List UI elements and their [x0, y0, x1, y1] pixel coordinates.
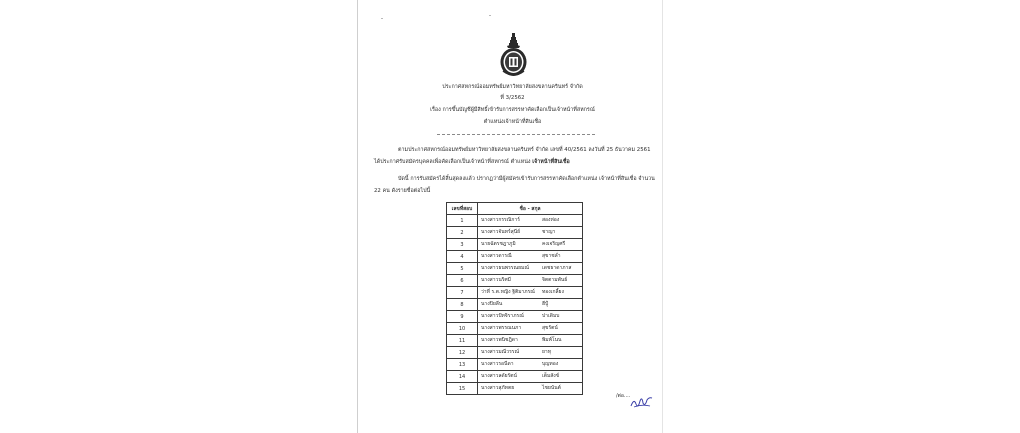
exam-number-cell: 2 — [447, 227, 478, 239]
table-row — [447, 215, 583, 227]
full-name-cell — [478, 383, 583, 395]
candidate-surname: บุญทอง — [542, 361, 559, 367]
table-header-row — [447, 203, 583, 215]
full-name-cell — [478, 335, 583, 347]
candidate-name: นางสาวดารณี — [481, 253, 512, 259]
table-row — [447, 299, 583, 311]
candidate-surname: เต็มสังข์ — [542, 373, 560, 379]
exam-number-cell: 13 — [447, 359, 478, 371]
table-row — [447, 323, 583, 335]
announcement-subject: เรื่อง การขึ้นบัญชีผู้มีสิทธิ์เข้ารับการสรรหาคัดเลือกเป็นเจ้าหน้าที่สหกรณ์ — [430, 107, 595, 113]
announcement-position: ตำแหน่งเจ้าหน้าที่สินเชื่อ — [483, 119, 542, 125]
full-name-cell — [478, 299, 583, 311]
table-row — [447, 335, 583, 347]
table-row — [447, 263, 583, 275]
signature — [630, 394, 654, 410]
paragraph1-line1: ตามประกาศสหกรณ์ออมทรัพย์มหาวิทยาลัยสงขลานครินทร์ จำกัด เลขที่ 40/2561 ลงวันที่ 25 ธันวาคม 2561 — [398, 147, 651, 153]
candidate-surname: ชาญา — [542, 229, 556, 235]
full-name-cell — [478, 311, 583, 323]
candidate-name: ว่าที่ ร.ต.หญิง ฐิติมาภรณ์ — [481, 289, 535, 295]
candidate-surname: ไชยนันต์ — [542, 385, 561, 391]
full-name-cell — [478, 239, 583, 251]
candidate-name: นายฉัตรชฎาภูมิ — [481, 241, 516, 247]
continued-marker: /ต่อ.... — [616, 393, 631, 399]
candidate-name: นางสาวพนิชฎิดา — [481, 337, 518, 343]
table-row — [447, 227, 583, 239]
scan-speck — [381, 18, 383, 19]
table-row — [447, 347, 583, 359]
full-name-cell — [478, 371, 583, 383]
candidate-name: นางสาวรอนีดา — [481, 361, 514, 367]
table-row — [447, 251, 583, 263]
candidate-name: นางสาวสุภัทตย — [481, 385, 515, 391]
candidate-surname: ทองเกลี้ยง — [542, 289, 564, 295]
divider — [437, 134, 595, 135]
exam-number-cell: 11 — [447, 335, 478, 347]
candidate-surname: ฮีปู้ — [542, 301, 549, 307]
exam-number-cell: 8 — [447, 299, 478, 311]
table-row — [447, 371, 583, 383]
exam-number-cell: 14 — [447, 371, 478, 383]
candidate-surname: พิมพ์โนน — [542, 337, 562, 343]
exam-number-cell: 5 — [447, 263, 478, 275]
exam-number-cell: 15 — [447, 383, 478, 395]
header-full-name: ชื่อ - สกุล — [478, 203, 583, 215]
paragraph2-line2: 22 คน ดังรายชื่อต่อไปนี้ — [374, 188, 431, 194]
table-row — [447, 359, 583, 371]
table-row — [447, 311, 583, 323]
full-name-cell — [478, 287, 583, 299]
candidate-name: นางสาวลดัยรัตน์ — [481, 373, 517, 379]
candidate-name: นางสาวปัทจิราภรณ์ — [481, 313, 524, 319]
candidate-table — [446, 202, 583, 395]
candidate-surname: คงเจริญศรี — [542, 241, 566, 247]
full-name-cell — [478, 275, 583, 287]
exam-number-cell: 6 — [447, 275, 478, 287]
exam-number-cell: 9 — [447, 311, 478, 323]
exam-number-cell: 1 — [447, 215, 478, 227]
full-name-cell — [478, 215, 583, 227]
table-row — [447, 383, 583, 395]
candidate-surname: จิตตามพันธ์ — [542, 277, 568, 283]
candidate-name: นางสาวนริศมี — [481, 277, 511, 283]
candidate-name: นางสาวกรรณิการ์ — [481, 217, 520, 223]
candidate-surname: ปาเดิมบ — [542, 313, 560, 319]
candidate-name: นางสาวมณีวรรณ์ — [481, 349, 520, 355]
full-name-cell — [478, 227, 583, 239]
candidate-name: นางปิยลีน — [481, 301, 503, 307]
full-name-cell — [478, 263, 583, 275]
exam-number-cell: 10 — [447, 323, 478, 335]
announcement-title: ประกาศสหกรณ์ออมทรัพย์มหาวิทยาลัยสงขลานครินทร์ จำกัด — [442, 84, 583, 90]
table-row — [447, 275, 583, 287]
exam-number-cell: 7 — [447, 287, 478, 299]
paragraph1-position-bold: เจ้าหน้าที่สินเชื่อ — [532, 159, 570, 165]
announcement-number: ที่ 3/2562 — [500, 95, 525, 101]
exam-number-cell: 4 — [447, 251, 478, 263]
full-name-cell — [478, 323, 583, 335]
candidate-name: นางสาวจันทร์สุนีย์ — [481, 229, 521, 235]
candidate-surname: สองห่อง — [542, 217, 560, 223]
scan-speck — [489, 15, 491, 16]
candidate-surname: สุขาชล่ำ — [542, 253, 561, 259]
candidate-surname: เดชธาดาภาส — [542, 265, 572, 271]
candidate-surname: สุขรัตน์ — [542, 325, 558, 331]
full-name-cell — [478, 347, 583, 359]
exam-number-cell: 3 — [447, 239, 478, 251]
university-emblem-logo — [499, 33, 528, 77]
table-row — [447, 287, 583, 299]
paragraph1-line2-text: ได้ประกาศรับสมัครบุคคลเพื่อคัดเลือกเป็นเจ้าหน้าที่สหกรณ์ ตำแหน่ง — [374, 159, 533, 165]
exam-number-cell: 12 — [447, 347, 478, 359]
header-exam-number: เลขที่สอบ — [447, 203, 478, 215]
paragraph1-line2 — [374, 159, 570, 166]
full-name-cell — [478, 251, 583, 263]
full-name-cell — [478, 359, 583, 371]
paragraph2-line1: บัดนี้ การรับสมัครได้สิ้นสุดลงแล้ว ปรากฏว่ามีผู้สมัครเข้ารับการสรรหาคัดเลือกตำแหน่ง เจ้าหน้าที่สินเชื่อ จำนวน — [398, 176, 655, 182]
candidate-name: นางสาวพรรณนภา — [481, 325, 522, 331]
candidate-surname: ยาทุ — [542, 349, 552, 355]
candidate-name: นางสาวธนพรรณยมณ์ — [481, 265, 529, 271]
table-row — [447, 239, 583, 251]
